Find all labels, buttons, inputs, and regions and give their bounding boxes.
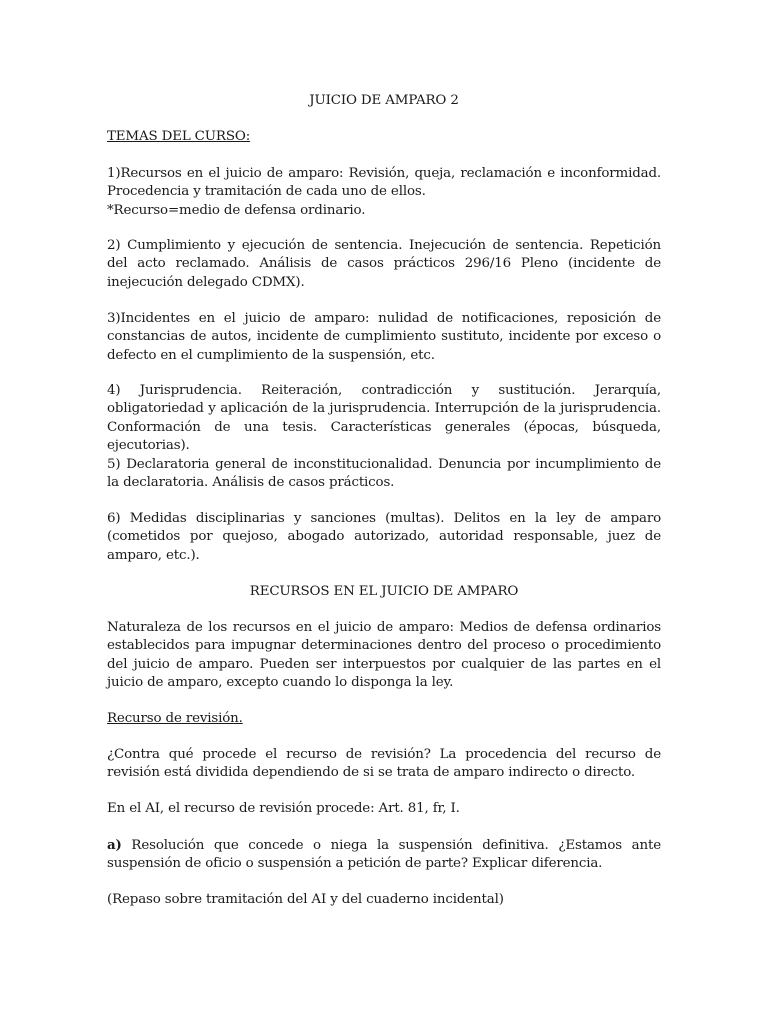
revision-question: ¿Contra qué procede el recurso de revisión? La procedencia del recurso de revisión está dividida dependiendo de si se trata de amparo indirecto o directo.	[107, 747, 661, 781]
topic-item-3: 3)Incidentes en el juicio de amparo: nulidad de notificaciones, reposición de constancias de autos, incidente de cumplimiento sustituto, incidente por exceso o defecto en el cumplimiento de la suspensión, etc.	[107, 311, 661, 363]
ai-procedence-line: En el AI, el recurso de revisión procede: Art. 81, fr, I.	[107, 801, 460, 816]
topic-item-6: 6) Medidas disciplinarias y sanciones (multas). Delitos en la ley de amparo (cometidos por quejoso, abogado autorizado, autoridad responsable, juez de amparo, etc.).	[107, 511, 661, 563]
review-note: (Repaso sobre tramitación del AI y del cuaderno incidental)	[107, 892, 504, 907]
section-title: RECURSOS EN EL JUICIO DE AMPARO	[249, 584, 519, 599]
course-topics-heading: TEMAS DEL CURSO:	[107, 129, 251, 144]
topic-item-1	[107, 165, 661, 220]
document-title: JUICIO DE AMPARO 2	[309, 93, 459, 108]
topic-item-note: *Recurso=medio de defensa ordinario.	[107, 202, 366, 218]
revision-subheading: Recurso de revisión.	[107, 711, 243, 726]
point-a-text: Resolución que concede o niega la suspensión definitiva. ¿Estamos ante suspensión de oficio o suspensión a petición de parte? Explicar diferencia.	[107, 838, 661, 872]
topic-item-4: 4) Jurisprudencia. Reiteración, contradicción y sustitución. Jerarquía, obligatoriedad y aplicación de la jurisprudencia. Interrupción de la jurisprudencia. Conformación de una tesis. Características generales (épocas, búsqueda, ejecutorias).	[107, 383, 661, 453]
topic-item-text: 1)Recursos en el juicio de amparo: Revisión, queja, reclamación e inconformidad. Procedencia y tramitación de cada uno de ellos.	[107, 166, 661, 200]
section-intro: Naturaleza de los recursos en el juicio de amparo: Medios de defensa ordinarios establecidos para impugnar determinaciones dentro del proceso o procedimiento del juicio de amparo. Pueden ser interpuestos por cualquier de las partes en el juicio de amparo, excepto cuando lo disponga la ley.	[107, 620, 661, 690]
point-a	[107, 836, 661, 874]
topic-item-5: 5) Declaratoria general de inconstitucionalidad. Denuncia por incumplimiento de la declaratoria. Análisis de casos prácticos.	[107, 457, 661, 491]
topic-item-2: 2) Cumplimiento y ejecución de sentencia. Inejecución de sentencia. Repetición del acto reclamado. Análisis de casos prácticos 296/16 Pleno (incidente de inejecución delegado CDMX).	[107, 238, 661, 290]
point-a-label: a)	[107, 837, 122, 853]
